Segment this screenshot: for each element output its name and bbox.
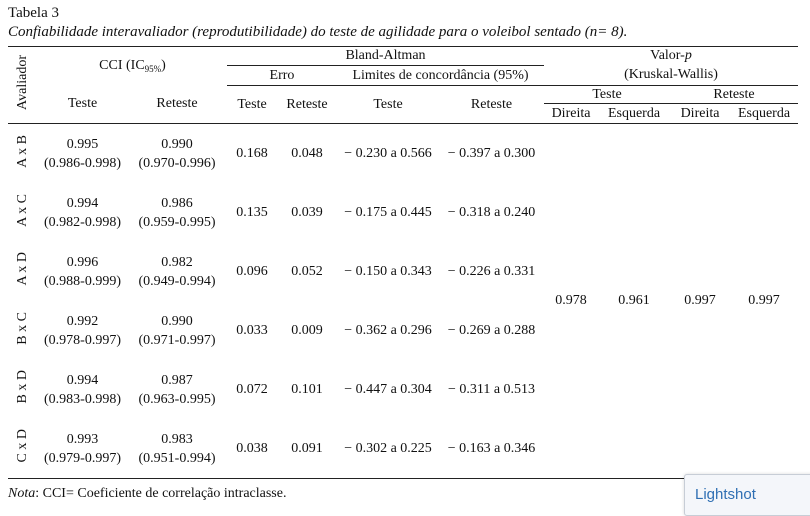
table-note bbox=[8, 486, 286, 502]
cci-reteste-cell: 0.983 (0.951-0.994) bbox=[138, 431, 216, 466]
reteste-esquerda-header: Esquerda bbox=[737, 105, 791, 121]
lightshot-popup[interactable] bbox=[684, 474, 810, 516]
erro-teste-cell: 0.096 bbox=[236, 263, 268, 279]
pair-label: A x D bbox=[15, 252, 30, 286]
pair-label: B x D bbox=[15, 370, 30, 404]
limits-teste-cell: − 0.150 a 0.343 bbox=[344, 263, 432, 279]
pair-cell bbox=[8, 124, 38, 184]
cci-teste-cell: 0.994 (0.982-0.998) bbox=[44, 195, 121, 230]
erro-reteste-header: Reteste bbox=[286, 96, 328, 112]
pvalue-reteste-direita: 0.997 bbox=[684, 293, 716, 308]
limits-reteste-cell: − 0.311 a 0.513 bbox=[447, 381, 536, 397]
limits-reteste-cell: − 0.163 a 0.346 bbox=[447, 440, 536, 456]
limits-teste-header: Teste bbox=[373, 96, 403, 112]
lightshot-label[interactable]: Lightshot bbox=[695, 486, 756, 503]
table-title-end: = 8). bbox=[597, 24, 628, 40]
pvalue-reteste-esquerda: 0.997 bbox=[748, 293, 780, 308]
erro-teste-cell: 0.168 bbox=[236, 145, 268, 161]
limits-reteste-cell: − 0.226 a 0.331 bbox=[447, 263, 536, 279]
limits-teste-cell: − 0.302 a 0.225 bbox=[344, 440, 432, 456]
limits-reteste-cell: − 0.397 a 0.300 bbox=[447, 145, 536, 161]
pair-label: B x C bbox=[15, 311, 30, 345]
erro-reteste-cell: 0.009 bbox=[291, 322, 323, 338]
limits-teste-cell: − 0.175 a 0.445 bbox=[344, 204, 432, 220]
erro-reteste-cell: 0.052 bbox=[291, 263, 323, 279]
header-row-3 bbox=[8, 86, 798, 104]
table-title bbox=[8, 23, 627, 42]
table-title-n: n bbox=[589, 24, 598, 40]
cci-teste-cell: 0.995 (0.986-0.998) bbox=[44, 136, 121, 171]
note-label: Nota bbox=[8, 486, 36, 501]
cci-reteste-cell: 0.990 (0.970-0.996) bbox=[138, 136, 216, 171]
erro-teste-cell: 0.135 bbox=[236, 204, 268, 220]
limits-reteste-cell: − 0.318 a 0.240 bbox=[447, 204, 536, 220]
table-title-text: Confiabilidade interavaliador (reprodutibilidade) do teste de agilidade para o voleibol sentado ( bbox=[8, 24, 590, 40]
pair-label: C x D bbox=[15, 429, 30, 463]
erro-teste-header: Teste bbox=[237, 96, 267, 112]
pair-cell bbox=[8, 183, 38, 242]
cci-teste-cell: 0.996 (0.988-0.999) bbox=[44, 254, 121, 289]
limits-teste-cell: − 0.230 a 0.566 bbox=[344, 145, 432, 161]
reteste-direita-header: Direita bbox=[680, 105, 720, 121]
pair-cell bbox=[8, 242, 38, 301]
valor-p-header: Valor-p bbox=[650, 48, 692, 64]
pair-cell bbox=[8, 419, 38, 479]
limits-reteste-cell: − 0.269 a 0.288 bbox=[447, 322, 536, 338]
cci-teste-header: Teste bbox=[67, 96, 98, 112]
teste-direita-header: Direita bbox=[551, 105, 591, 121]
erro-reteste-cell: 0.091 bbox=[291, 440, 323, 456]
limits-reteste-header: Reteste bbox=[470, 96, 513, 112]
cci-teste-cell: 0.992 (0.978-0.997) bbox=[44, 313, 121, 348]
table-label: Tabela 3 bbox=[8, 5, 60, 21]
limits-teste-cell: − 0.447 a 0.304 bbox=[344, 381, 432, 397]
erro-teste-cell: 0.072 bbox=[236, 381, 268, 397]
pair-label: A x B bbox=[15, 134, 30, 168]
pair-label: A x C bbox=[15, 193, 30, 227]
limits-header: Limites de concordância (95%) bbox=[337, 66, 544, 86]
cci-header: CCI $(IC_{95\%})$ bbox=[99, 58, 166, 75]
cci-reteste-cell: 0.986 (0.959-0.995) bbox=[138, 195, 216, 230]
kruskal-header: (Kruskal-Wallis) bbox=[544, 66, 798, 86]
limits-teste-cell: − 0.362 a 0.296 bbox=[344, 322, 432, 338]
pair-cell bbox=[8, 301, 38, 360]
cci-teste-cell: 0.994 (0.983-0.998) bbox=[44, 372, 121, 407]
evaluator-header: Avaliador bbox=[15, 55, 30, 110]
cci-reteste-cell: 0.987 (0.963-0.995) bbox=[138, 372, 216, 407]
teste-esquerda-header: Esquerda bbox=[607, 105, 661, 121]
pvalue-teste-esquerda: 0.961 bbox=[618, 293, 650, 308]
erro-header: Erro bbox=[227, 66, 337, 86]
cci-teste-cell: 0.993 (0.979-0.997) bbox=[44, 431, 121, 466]
cci-reteste-header: Reteste bbox=[156, 96, 198, 112]
erro-reteste-cell: 0.101 bbox=[291, 381, 323, 397]
pvalue-reteste-header: Reteste bbox=[670, 86, 798, 104]
erro-teste-cell: 0.033 bbox=[236, 322, 268, 338]
erro-reteste-cell: 0.048 bbox=[291, 145, 323, 161]
erro-reteste-cell: 0.039 bbox=[291, 204, 323, 220]
table-row bbox=[8, 124, 798, 184]
pvalue-teste-header: Teste bbox=[544, 86, 670, 104]
cci-reteste-cell: 0.990 (0.971-0.997) bbox=[138, 313, 216, 348]
bland-altman-header: Bland-Altman bbox=[227, 47, 544, 66]
header-row-1 bbox=[8, 47, 798, 66]
cci-reteste-cell: 0.982 (0.949-0.994) bbox=[138, 254, 216, 289]
pair-cell bbox=[8, 360, 38, 419]
reliability-table bbox=[8, 46, 798, 479]
note-text: : CCI= Coeficiente de correlação intraclasse. bbox=[35, 486, 287, 501]
table-caption bbox=[8, 4, 627, 42]
erro-teste-cell: 0.038 bbox=[236, 440, 268, 456]
pvalue-teste-direita: 0.978 bbox=[555, 293, 587, 308]
evaluator-header-cell bbox=[8, 47, 38, 124]
